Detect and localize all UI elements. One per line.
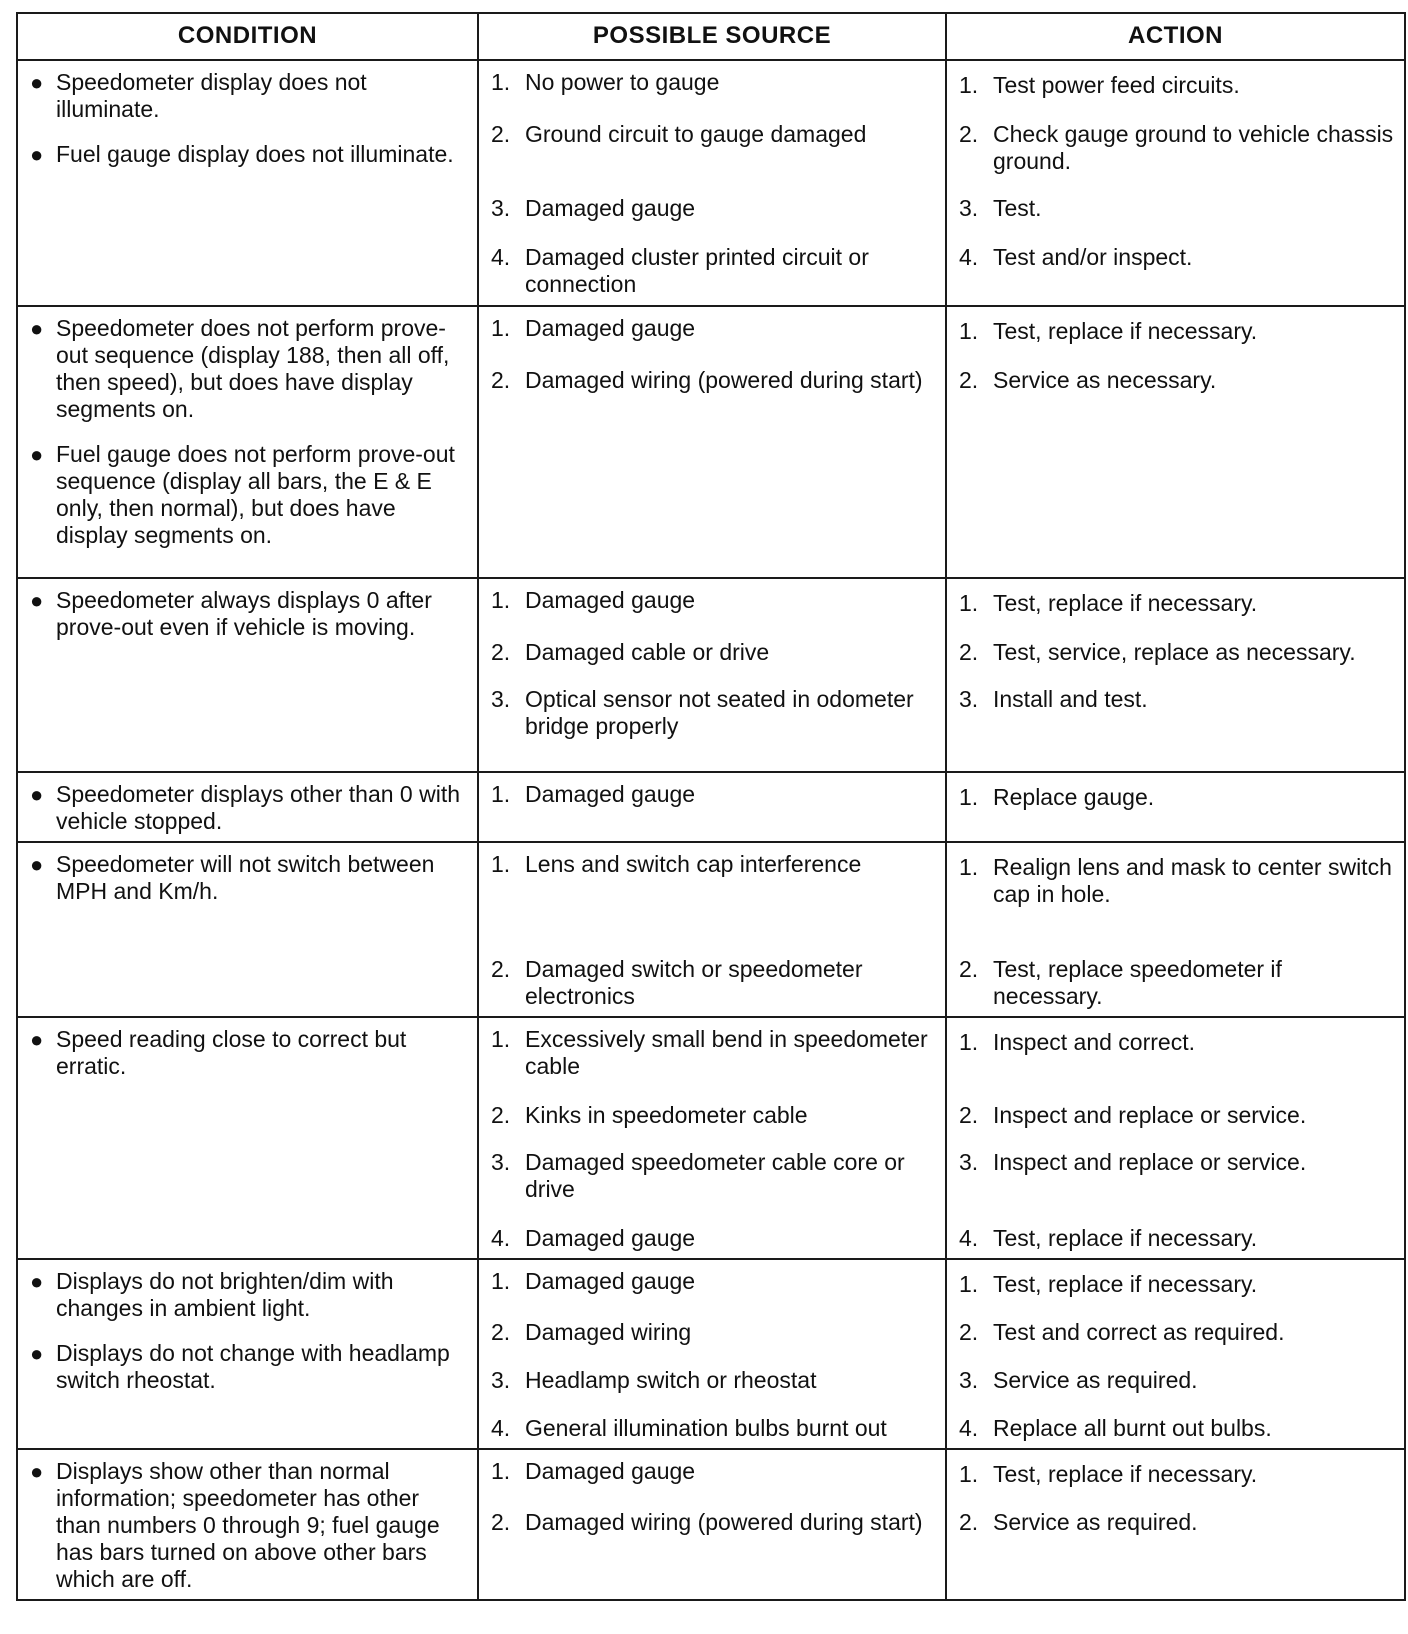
source-number: 3. [491, 1367, 511, 1393]
source-text: Damaged gauge [525, 195, 696, 221]
source-text: Kinks in speedometer cable [525, 1102, 808, 1128]
header-condition: CONDITION [17, 13, 478, 60]
condition-item [30, 587, 467, 641]
action-text: Replace gauge. [993, 784, 1155, 810]
table-row [17, 842, 1405, 1017]
action-text: Service as required. [993, 1509, 1198, 1535]
condition-text: Speed reading close to correct but erratic. [56, 1026, 407, 1079]
diagnosis-table [16, 12, 1406, 1601]
action-number: 1. [959, 1271, 979, 1297]
action-text: Test and correct as required. [993, 1319, 1285, 1345]
action-number: 2. [959, 639, 979, 665]
action-cell [946, 772, 1405, 842]
source-item [491, 121, 935, 175]
source-item [491, 1225, 935, 1252]
condition-text: Displays show other than normal information; speedometer has other than numbers 0 through 9; fuel gauge has bars turned on above other bars which are off. [56, 1458, 440, 1592]
source-item [491, 69, 935, 99]
condition-cell [17, 306, 478, 578]
condition-cell [17, 842, 478, 1017]
source-number: 4. [491, 1415, 511, 1441]
source-number: 1. [491, 69, 511, 95]
action-number: 4. [959, 1225, 979, 1251]
source-text: Headlamp switch or rheostat [525, 1367, 817, 1393]
source-text: Damaged speedometer cable core or drive [525, 1149, 905, 1202]
source-item [491, 781, 935, 811]
source-item [491, 1102, 935, 1129]
action-text: Test, replace if necessary. [993, 590, 1258, 616]
action-cell [946, 1017, 1405, 1259]
condition-item [30, 1268, 467, 1322]
action-item [959, 1415, 1394, 1442]
source-text: Ground circuit to gauge damaged [525, 121, 867, 147]
source-item [491, 1367, 935, 1394]
bullet-icon: ● [30, 316, 44, 341]
source-text: Optical sensor not seated in odometer bridge properly [525, 686, 914, 739]
source-text: Damaged wiring (powered during start) [525, 1509, 923, 1535]
action-text: Service as necessary. [993, 367, 1217, 393]
action-number: 3. [959, 1149, 979, 1175]
action-item [959, 1268, 1394, 1298]
action-number: 1. [959, 1029, 979, 1055]
action-number: 1. [959, 590, 979, 616]
source-text: No power to gauge [525, 69, 720, 95]
condition-text: Speedometer displays other than 0 with vehicle stopped. [56, 781, 461, 834]
action-item [959, 315, 1394, 345]
source-text: Damaged gauge [525, 1458, 696, 1484]
possible-source-cell [478, 772, 946, 842]
action-number: 4. [959, 1415, 979, 1441]
source-text: Damaged cable or drive [525, 639, 770, 665]
source-number: 4. [491, 244, 511, 270]
table-row [17, 1017, 1405, 1259]
diagnosis-chart [16, 12, 1404, 1601]
source-text: General illumination bulbs burnt out [525, 1415, 887, 1441]
source-text: Lens and switch cap interference [525, 851, 862, 877]
action-item [959, 121, 1394, 175]
action-item [959, 1319, 1394, 1346]
action-text: Inspect and replace or service. [993, 1102, 1307, 1128]
condition-cell [17, 60, 478, 306]
bullet-icon: ● [30, 442, 44, 467]
source-item [491, 367, 935, 394]
source-text: Damaged gauge [525, 1268, 696, 1294]
table-row [17, 60, 1405, 306]
source-item [491, 1415, 935, 1442]
source-text: Damaged gauge [525, 781, 696, 807]
table-row [17, 306, 1405, 578]
source-item [491, 686, 935, 740]
bullet-icon: ● [30, 588, 44, 613]
source-number: 2. [491, 367, 511, 393]
action-item [959, 851, 1394, 908]
action-number: 1. [959, 784, 979, 810]
action-text: Test and/or inspect. [993, 244, 1193, 270]
action-text: Test, replace speedometer if necessary. [993, 956, 1282, 1009]
source-text: Damaged wiring [525, 1319, 692, 1345]
condition-item [30, 315, 467, 423]
condition-item [30, 1026, 467, 1080]
action-item [959, 1509, 1394, 1536]
action-item [959, 1458, 1394, 1488]
source-number: 2. [491, 1319, 511, 1345]
action-item [959, 781, 1394, 811]
action-text: Test, service, replace as necessary. [993, 639, 1356, 665]
table-row [17, 1449, 1405, 1600]
possible-source-cell [478, 1259, 946, 1449]
action-number: 2. [959, 367, 979, 393]
action-item [959, 1102, 1394, 1129]
source-number: 1. [491, 587, 511, 613]
action-item [959, 244, 1394, 298]
action-number: 2. [959, 956, 979, 982]
source-number: 1. [491, 1458, 511, 1484]
source-text: Damaged gauge [525, 1225, 696, 1251]
action-item [959, 367, 1394, 394]
bullet-icon: ● [30, 1027, 44, 1052]
condition-text: Speedometer display does not illuminate. [56, 69, 367, 122]
possible-source-cell [478, 578, 946, 772]
bullet-icon: ● [30, 142, 44, 167]
condition-text: Speedometer always displays 0 after prove-out even if vehicle is moving. [56, 587, 432, 640]
action-number: 1. [959, 854, 979, 880]
possible-source-cell [478, 1449, 946, 1600]
action-number: 3. [959, 686, 979, 712]
action-item [959, 639, 1394, 666]
action-number: 3. [959, 195, 979, 221]
source-number: 2. [491, 639, 511, 665]
source-number: 1. [491, 1026, 511, 1052]
source-number: 1. [491, 315, 511, 341]
possible-source-cell [478, 306, 946, 578]
bullet-icon: ● [30, 1269, 44, 1294]
source-text: Damaged cluster printed circuit or connection [525, 244, 869, 297]
action-text: Test, replace if necessary. [993, 1461, 1258, 1487]
action-item [959, 69, 1394, 99]
condition-cell [17, 772, 478, 842]
bullet-icon: ● [30, 782, 44, 807]
action-number: 1. [959, 1461, 979, 1487]
source-item [491, 639, 935, 666]
condition-cell [17, 1017, 478, 1259]
action-text: Replace all burnt out bulbs. [993, 1415, 1272, 1441]
bullet-icon: ● [30, 1459, 44, 1484]
source-text: Damaged gauge [525, 587, 696, 613]
action-item [959, 1367, 1394, 1394]
condition-item [30, 69, 467, 123]
action-number: 1. [959, 72, 979, 98]
action-text: Inspect and replace or service. [993, 1149, 1307, 1175]
table-row [17, 1259, 1405, 1449]
source-text: Damaged switch or speedometer electronics [525, 956, 863, 1009]
header-row [17, 13, 1405, 60]
condition-item [30, 141, 467, 168]
source-item [491, 1026, 935, 1080]
table-row [17, 772, 1405, 842]
action-cell [946, 578, 1405, 772]
condition-item [30, 781, 467, 835]
action-text: Install and test. [993, 686, 1148, 712]
condition-text: Speedometer does not perform prove-out sequence (display 188, then all off, then speed), but does have display segments on. [56, 315, 450, 422]
source-item [491, 244, 935, 298]
action-cell [946, 1449, 1405, 1600]
condition-item [30, 441, 467, 549]
action-text: Service as required. [993, 1367, 1198, 1393]
condition-item [30, 1340, 467, 1394]
source-number: 1. [491, 1268, 511, 1294]
action-text: Test power feed circuits. [993, 72, 1240, 98]
action-text: Test, replace if necessary. [993, 1225, 1258, 1251]
bullet-icon: ● [30, 852, 44, 877]
source-item [491, 851, 935, 908]
action-number: 2. [959, 121, 979, 147]
action-number: 2. [959, 1319, 979, 1345]
action-text: Inspect and correct. [993, 1029, 1195, 1055]
table-body [17, 60, 1405, 1600]
bullet-icon: ● [30, 70, 44, 95]
possible-source-cell [478, 60, 946, 306]
action-cell [946, 842, 1405, 1017]
condition-item [30, 851, 467, 905]
source-number: 2. [491, 1509, 511, 1535]
source-item [491, 1149, 935, 1203]
action-item [959, 1225, 1394, 1252]
source-item [491, 315, 935, 345]
bullet-icon: ● [30, 1341, 44, 1366]
action-cell [946, 60, 1405, 306]
header-possible-source: POSSIBLE SOURCE [478, 13, 946, 60]
condition-text: Fuel gauge does not perform prove-out sequence (display all bars, the E & E only, then normal), but does have display segments on. [56, 441, 455, 548]
action-item [959, 956, 1394, 1010]
action-item [959, 587, 1394, 617]
action-item [959, 686, 1394, 740]
source-item [491, 1268, 935, 1298]
source-number: 2. [491, 956, 511, 982]
source-item [491, 1509, 935, 1536]
condition-text: Speedometer will not switch between MPH and Km/h. [56, 851, 435, 904]
condition-text: Fuel gauge display does not illuminate. [56, 141, 454, 167]
source-item [491, 1458, 935, 1488]
source-item [491, 1319, 935, 1346]
condition-item [30, 1458, 467, 1593]
action-number: 2. [959, 1102, 979, 1128]
source-number: 2. [491, 121, 511, 147]
source-number: 1. [491, 781, 511, 807]
table-row [17, 578, 1405, 772]
action-number: 3. [959, 1367, 979, 1393]
action-number: 1. [959, 318, 979, 344]
source-number: 4. [491, 1225, 511, 1251]
source-item [491, 587, 935, 617]
condition-text: Displays do not brighten/dim with changes in ambient light. [56, 1268, 394, 1321]
action-text: Check gauge ground to vehicle chassis ground. [993, 121, 1394, 174]
action-item [959, 1149, 1394, 1203]
action-item [959, 1026, 1394, 1080]
source-number: 3. [491, 1149, 511, 1175]
action-text: Test. [993, 195, 1042, 221]
condition-cell [17, 1449, 478, 1600]
source-text: Damaged wiring (powered during start) [525, 367, 923, 393]
possible-source-cell [478, 842, 946, 1017]
source-number: 1. [491, 851, 511, 877]
source-text: Damaged gauge [525, 315, 696, 341]
action-number: 4. [959, 244, 979, 270]
condition-cell [17, 578, 478, 772]
action-item [959, 195, 1394, 222]
action-cell [946, 1259, 1405, 1449]
action-text: Test, replace if necessary. [993, 318, 1258, 344]
source-item [491, 956, 935, 1010]
header-action: ACTION [946, 13, 1405, 60]
condition-text: Displays do not change with headlamp switch rheostat. [56, 1340, 450, 1393]
action-cell [946, 306, 1405, 578]
source-number: 2. [491, 1102, 511, 1128]
source-number: 3. [491, 686, 511, 712]
source-text: Excessively small bend in speedometer cable [525, 1026, 928, 1079]
action-text: Realign lens and mask to center switch cap in hole. [993, 854, 1392, 907]
possible-source-cell [478, 1017, 946, 1259]
source-number: 3. [491, 195, 511, 221]
action-text: Test, replace if necessary. [993, 1271, 1258, 1297]
source-item [491, 195, 935, 222]
action-number: 2. [959, 1509, 979, 1535]
condition-cell [17, 1259, 478, 1449]
